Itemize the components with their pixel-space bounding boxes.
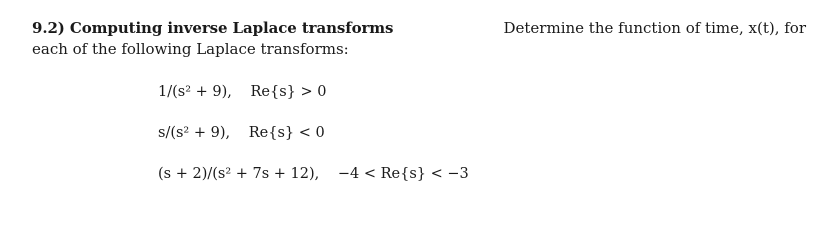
transform-expression: s/(s² + 9), xyxy=(158,125,231,141)
transform-item-1 xyxy=(158,84,326,100)
transform-item-2 xyxy=(158,125,325,141)
region-of-convergence: Re{s} > 0 xyxy=(250,84,327,100)
transform-expression: 1/(s² + 9), xyxy=(158,84,232,100)
region-of-convergence: Re{s} < 0 xyxy=(248,125,325,141)
problem-instruction-continued: each of the following Laplace transforms: xyxy=(32,40,349,58)
problem-header xyxy=(32,19,806,41)
transform-item-3 xyxy=(158,166,469,182)
problem-title: 9.2) Computing inverse Laplace transforms xyxy=(32,19,394,37)
region-of-convergence: −4 < Re{s} < −3 xyxy=(337,166,469,182)
transform-expression: (s + 2)/(s² + 7s + 12), xyxy=(158,166,320,182)
problem-instruction: Determine the function of time, x(t), for xyxy=(503,19,806,37)
